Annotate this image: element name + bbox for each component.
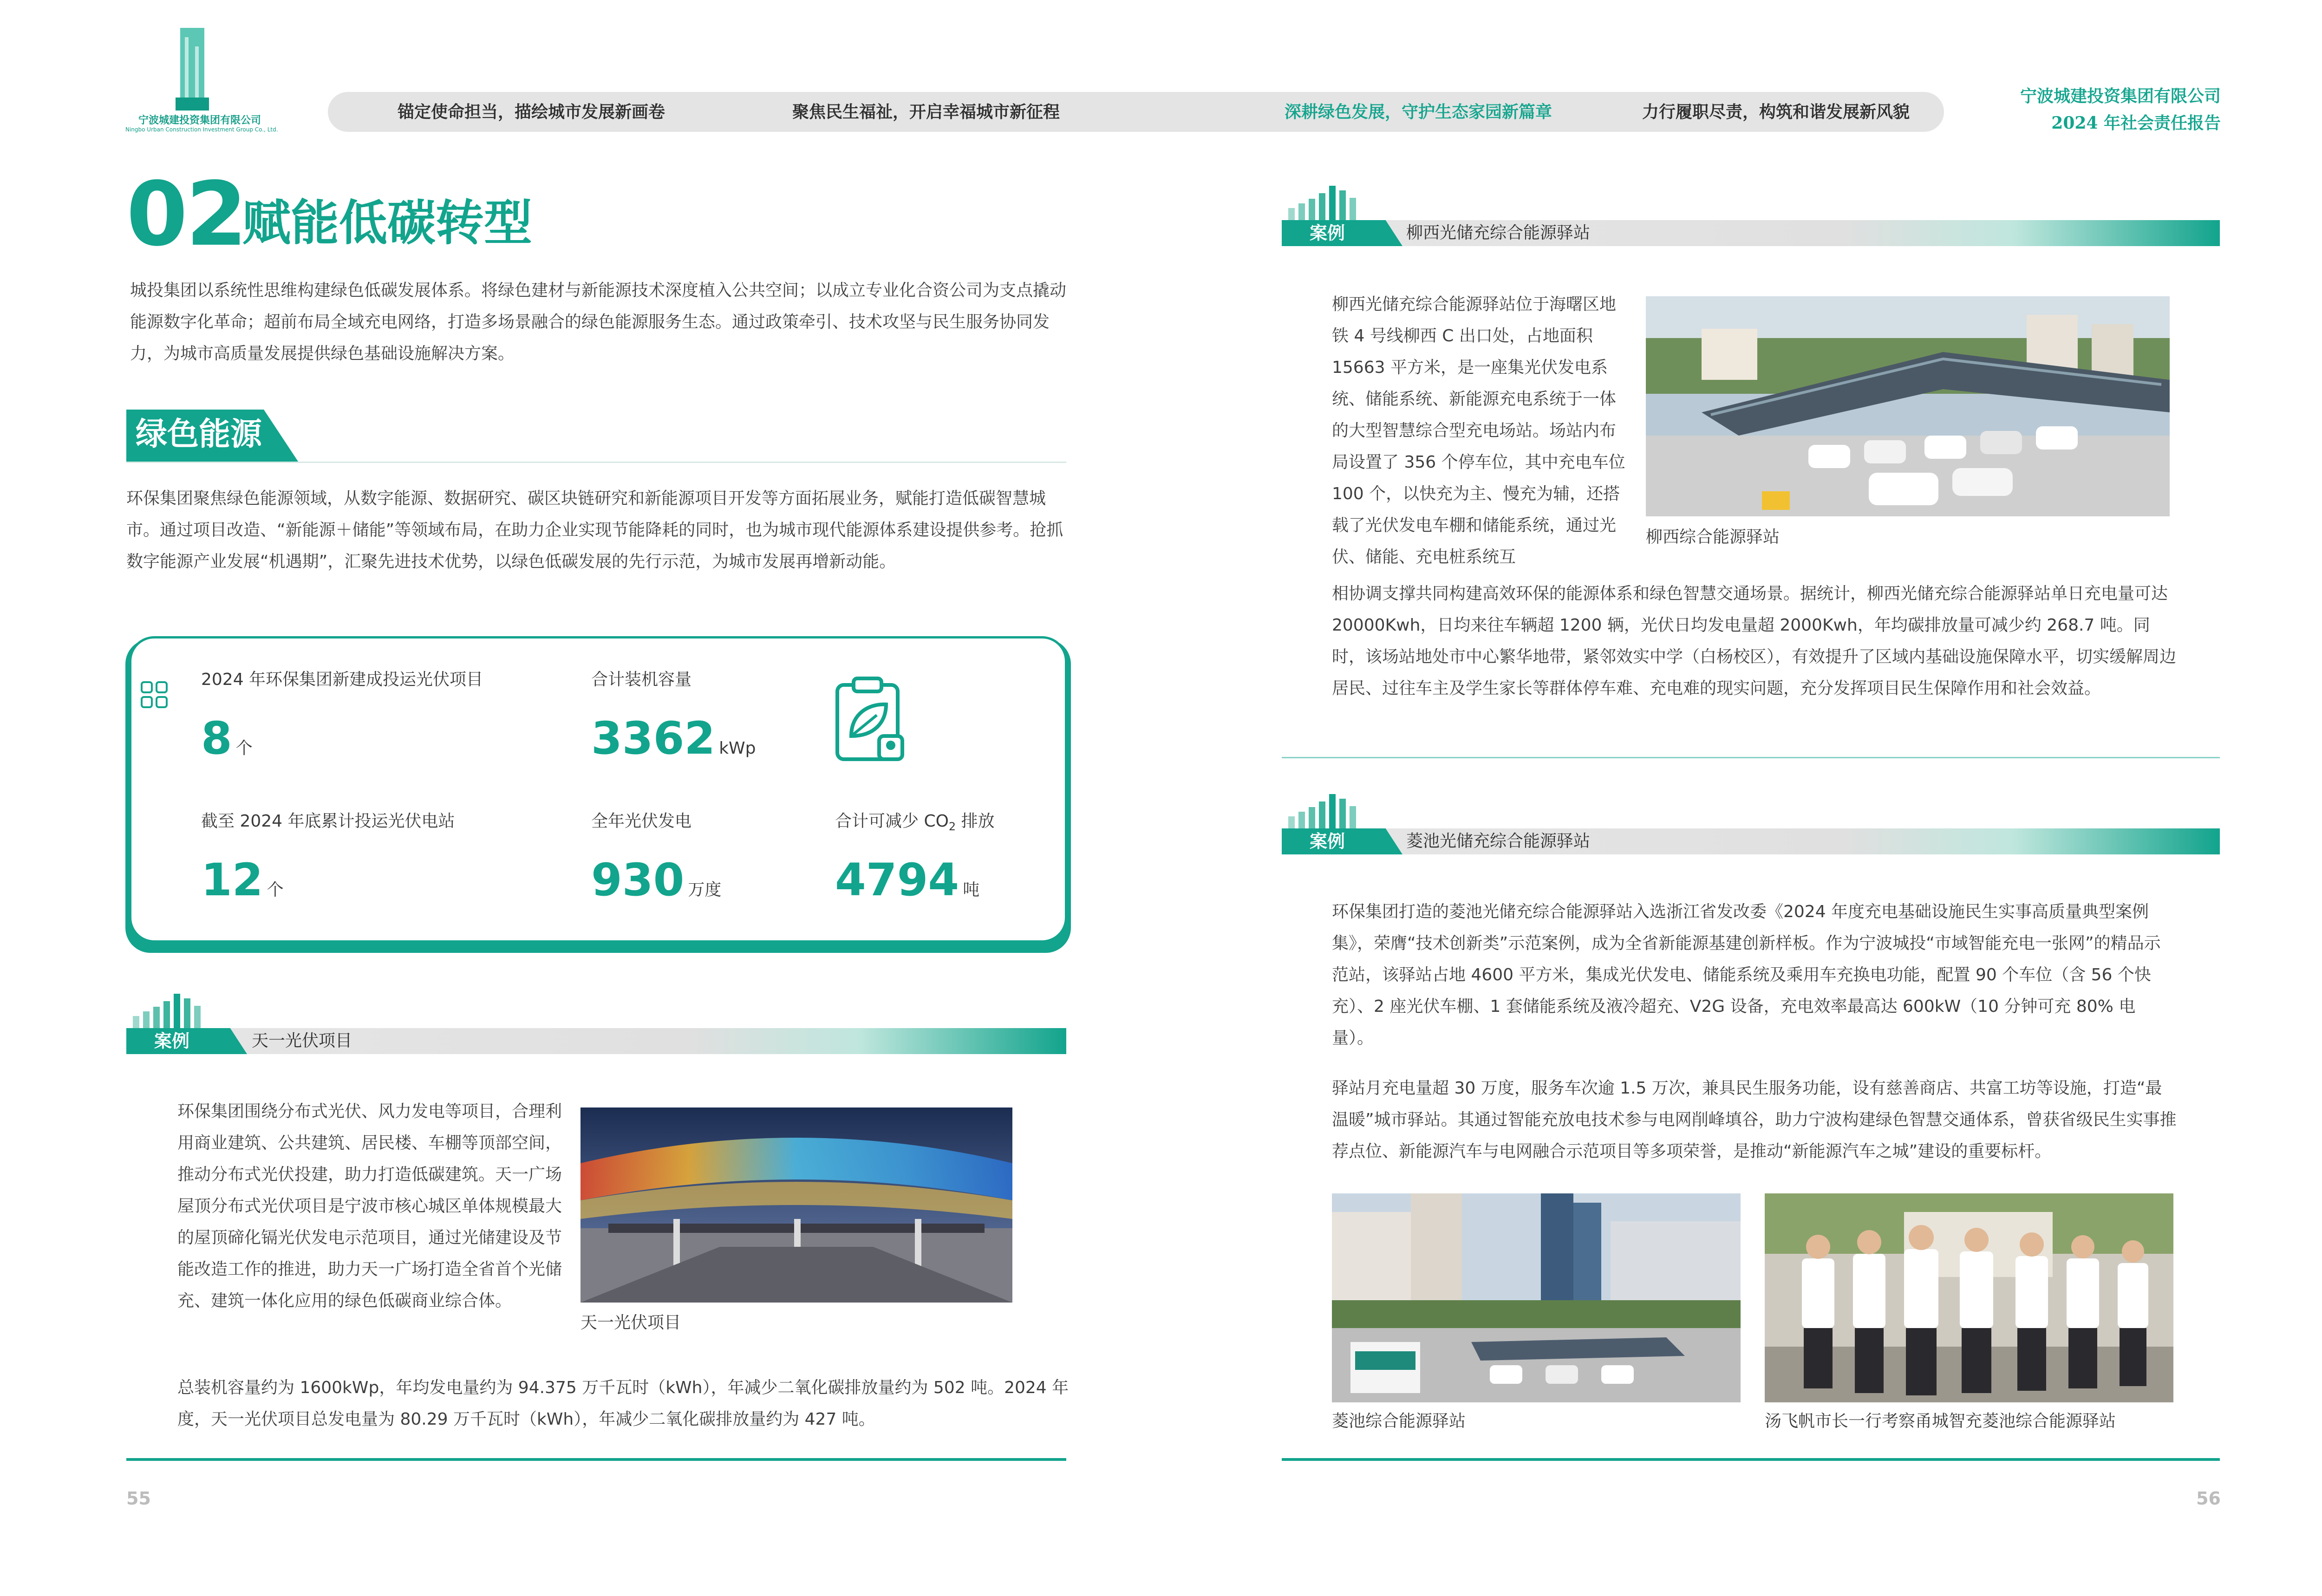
case-tag: 案例 — [1310, 831, 1345, 852]
mayor-visit-photo-image — [1765, 1193, 2173, 1402]
subsection-divider — [126, 462, 1066, 463]
stat-label-new-projects: 2024 年环保集团新建成投运光伏项目 — [201, 670, 483, 689]
photo-mayor-visit — [1765, 1193, 2173, 1402]
case1-text: 环保集团围绕分布式光伏、风力发电等项目，合理利用商业建筑、公共建筑、居民楼、车棚等顶部空间，推动分布式光伏投建，助力打造低碳建筑。天一广场屋顶分布式光伏项目是宁波市核心城区单体规模最大的屋顶碲化镉光伏发电示范项目，通过光储建设及节能改造工作的推进，助力天一广场打造全省首个光储充、建筑一体化应用的绿色低碳商业综合体。 — [177, 1102, 562, 1310]
photo-caption-tianyi: 天一光伏项目 — [580, 1313, 681, 1332]
photo-liuxi — [1646, 296, 2170, 516]
page-number-left: 55 — [126, 1488, 151, 1509]
stat-label-capacity: 合计装机容量 — [591, 670, 692, 689]
company-name: 宁波城建投资集团有限公司 — [2020, 86, 2221, 106]
stats-box — [129, 636, 1067, 943]
stat-new-projects: 8 个 — [201, 712, 253, 764]
case-header-lingchi — [1282, 794, 2220, 854]
tianyi-photo-image — [580, 1107, 1012, 1303]
footer-rule-right — [1282, 1458, 2220, 1461]
photo-tianyi — [580, 1107, 1012, 1303]
stat-generation: 930 万度 — [591, 854, 722, 906]
case3-text1: 环保集团打造的菱池光储充综合能源驿站入选浙江省发改委《2024 年度充电基础设施民生实事高质量典型案例集》，荣膺“技术创新类”示范案例，成为全省新能源基建创新样板。作为宁波城投“市域智能充电一张网”的精品示范站，该驿站占地 4600 平方米，集成光伏发电、储能系统及乘用车充换电功能，配置 90 个车位（含 56 个快充）、2 座光伏车棚、1 套储能系统及液冷超充、V2G 设备，充电效率最高达 600kW（10 分钟可充 80% 电量）。 — [1332, 902, 2161, 1048]
logo-name: 宁波城建投资集团有限公司 — [138, 115, 261, 126]
nav-item-duty[interactable]: 力行履职尽责，构筑和谐发展新风貌 — [1642, 102, 1910, 122]
bar-chart-icon — [133, 994, 221, 1031]
liuxi-photo-image — [1646, 296, 2170, 516]
nav-item-welfare[interactable]: 聚焦民生福祉，开启幸福城市新征程 — [792, 102, 1060, 122]
case3-text2: 驿站月充电量超 30 万度，服务车次逾 1.5 万次，兼具民生服务功能，设有慈善商店、共富工坊等设施，打造“最温暖”城市驿站。其通过智能充放电技术参与电网削峰填谷，助力宁波构建绿色智慧交通体系，曾获省级民生实事推荐点位、新能源汽车与电网融合示范项目等多项荣誉，是推动“新能源汽车之城”建设的重要标杆。 — [1332, 1079, 2177, 1161]
logo-english-name: Ningbo Urban Construction Investment Group Co., Ltd. — [125, 126, 278, 133]
stat-label-total-stations: 截至 2024 年底累计投运光伏电站 — [201, 812, 455, 831]
case2-text-continued: 相协调支撑共同构建高效环保的能源体系和绿色智慧交通场景。据统计，柳西光储充综合能源驿站单日充电量可达 20000Kwh，日均来往车辆超 1200 辆，光伏日均发电量超 2000Kwh，年均碳排放量可减少约 268.7 吨。同时，该场站地处市中心繁华地带，紧邻效实中学（白杨校区），有效提升了区域内基础设施保障水平，切实缓解周边居民、过往车主及学生家长等群体停车难、充电难的现实问题，充分发挥项目民生保障作用和社会效益。 — [1332, 584, 2177, 698]
photo-caption-lingchi: 菱池综合能源驿站 — [1332, 1412, 1466, 1431]
case-tag: 案例 — [154, 1031, 190, 1051]
photo-caption-liuxi: 柳西综合能源驿站 — [1646, 528, 1780, 547]
nav-item-mission[interactable]: 锚定使命担当，描绘城市发展新画卷 — [398, 102, 665, 122]
subsection-title: 绿色能源 — [136, 416, 262, 453]
bar-chart-icon — [1288, 186, 1376, 223]
case-header-liuxi — [1282, 186, 2220, 246]
case-tag: 案例 — [1310, 223, 1345, 243]
stat-label-co2: 合计可减少 $CO_2$ 排放 — [835, 812, 995, 834]
stat-co2: 4794 吨 — [835, 854, 980, 906]
footer-rule-left — [126, 1458, 1066, 1461]
logo-mark: NBCT — [176, 98, 201, 107]
photo-caption-mayor-visit: 汤飞帆市长一行考察甬城智充菱池综合能源驿站 — [1765, 1412, 2116, 1431]
case-divider — [1282, 757, 2220, 758]
stat-capacity: 3362 kWp — [591, 712, 756, 764]
grid-icon — [140, 680, 170, 710]
section-intro: 城投集团以系统性思维构建绿色低碳发展体系。将绿色建材与新能源技术深度植入公共空间；以成立专业化合资公司为支点撬动能源数字化革命；超前布局全域充电网络，打造多场景融合的绿色能源服务生态。通过政策牵引、技术攻坚与民生服务协同发力，为城市高质量发展提供绿色基础设施解决方案。 — [130, 281, 1067, 363]
section-title: 赋能低碳转型 — [242, 195, 533, 251]
report-year: 2024 年社会责任报告 — [2051, 113, 2221, 133]
green-energy-text: 环保集团聚焦绿色能源领域，从数字能源、数据研究、碳区块链研究和新能源项目开发等方面拓展业务，赋能打造低碳智慧城市。通过项目改造、“新能源＋储能”等领域布局，在助力企业实现节能降耗的同时，也为城市现代能源体系建设提供参考。抢抓数字能源产业发展“机遇期”，汇聚先进技术优势，以绿色低碳发展的先行示范，为城市发展再增新动能。 — [126, 489, 1063, 571]
page-number-right: 56 — [2196, 1488, 2221, 1509]
stat-label-generation: 全年光伏发电 — [591, 812, 692, 831]
case-name: 菱池光储充综合能源驿站 — [1406, 832, 1591, 851]
report-title — [2020, 83, 2221, 137]
case1-text2: 总装机容量约为 1600kWp，年均发电量约为 94.375 万千瓦时（kWh），年减少二氧化碳排放量约为 502 吨。2024 年度，天一光伏项目总发电量为 80.29 万千瓦时（kWh），年减少二氧化碳排放量约为 427 吨。 — [177, 1378, 1069, 1429]
stat-total-stations: 12 个 — [201, 854, 284, 906]
chapter-nav — [328, 92, 1944, 132]
clipboard-leaf-icon — [833, 676, 912, 764]
nav-item-green[interactable]: 深耕绿色发展，守护生态家园新篇章 — [1285, 102, 1552, 122]
lingchi-photo-image — [1332, 1193, 1741, 1402]
bar-chart-icon — [1288, 794, 1376, 831]
case-name: 天一光伏项目 — [252, 1031, 352, 1050]
photo-lingchi — [1332, 1193, 1741, 1402]
case-name: 柳西光储充综合能源驿站 — [1406, 223, 1591, 242]
section-number: 02 — [126, 163, 246, 266]
case-header-tianyi — [126, 994, 1066, 1054]
case2-text: 柳西光储充综合能源驿站位于海曙区地铁 4 号线柳西 C 出口处，占地面积 15663 平方米，是一座集光伏发电系统、储能系统、新能源充电系统于一体的大型智慧综合型充电场站。场站内布局设置了 356 个停车位，其中充电车位 100 个，以快充为主、慢充为辅，还搭载了光伏发电车棚和储能系统，通过光伏、储能、充电桩系统互 — [1332, 295, 1625, 567]
